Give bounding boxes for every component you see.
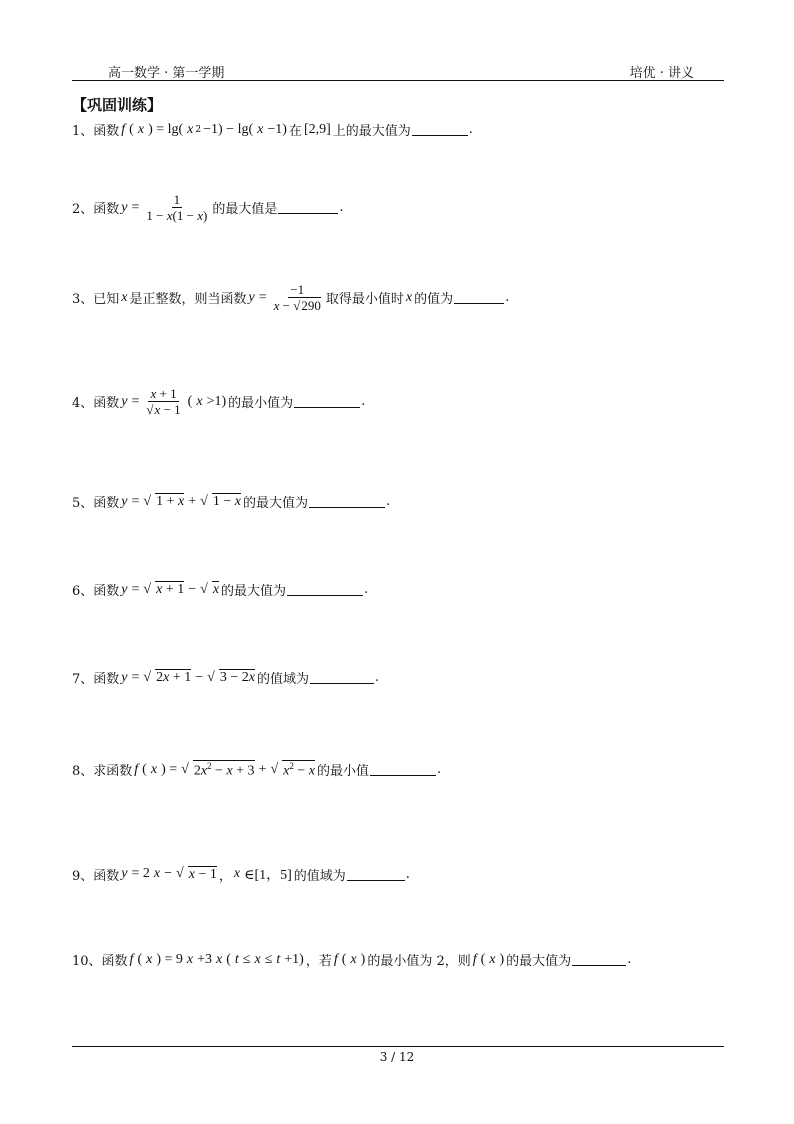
answer-blank[interactable] — [310, 671, 374, 684]
question-8: 8、求函数 f ( x ) = √ $2x^2 - x + 3$ + √ $x^2 - x$ 的最小值 . — [72, 760, 441, 780]
question-2: 2、函数 y = $\frac{1}{1 - x(1 - x)}$ 的最大值是 . — [72, 192, 344, 223]
header-right: 培优 · 讲义 — [629, 66, 694, 81]
section-title: 【巩固训练】 — [72, 96, 163, 114]
question-7: 7、函数 y = √ 2x + 1 − √ 3 − 2x 的值域为 . — [72, 668, 379, 687]
page-header — [108, 62, 694, 81]
header-left: 高一数学 · 第一学期 — [108, 66, 225, 81]
answer-blank[interactable] — [370, 763, 436, 776]
footer-rule — [72, 1046, 724, 1047]
answer-blank[interactable] — [278, 201, 338, 214]
header-rule — [72, 80, 724, 81]
answer-blank[interactable] — [454, 291, 504, 304]
question-3: 3、已知 x 是正整数，则当函数 y = $\frac{-1}{x - √ 290}$ 取得最小值时 x 的值为 . — [72, 282, 509, 313]
question-4: 4、函数 y = x + 1 √ x − 1 ( x >1) 的最小值为 . — [72, 386, 365, 417]
question-6: 6、函数 y = √ x + 1 − √ x 的最大值为 . — [72, 580, 368, 599]
question-9: 9、函数 y = 2 x − √ x − 1 ， x ∈[1，5] 的值域为 . — [72, 864, 410, 884]
answer-blank[interactable] — [294, 395, 360, 408]
answer-blank[interactable] — [412, 123, 468, 136]
answer-blank[interactable] — [347, 868, 405, 881]
question-10: 10、函数 f ( x ) = 9 x +3 x ( t ≤ x ≤ t +1) ，若 f ( x ) 的最小值为 2，则 f ( x ) 的最大值为 . — [72, 951, 632, 969]
answer-blank[interactable] — [287, 583, 363, 596]
page-number: 3 / 12 — [379, 1050, 415, 1064]
question-5: 5、函数 y = √ 1 + x + √ 1 − x 的最大值为 . — [72, 492, 390, 511]
answer-blank[interactable] — [572, 953, 626, 966]
answer-blank[interactable] — [309, 495, 385, 508]
question-1: 1、函数 f ( x ) = lg( x 2 −1) − lg( x −1) 在 [2,9] 上的最大值为 . — [72, 121, 473, 139]
